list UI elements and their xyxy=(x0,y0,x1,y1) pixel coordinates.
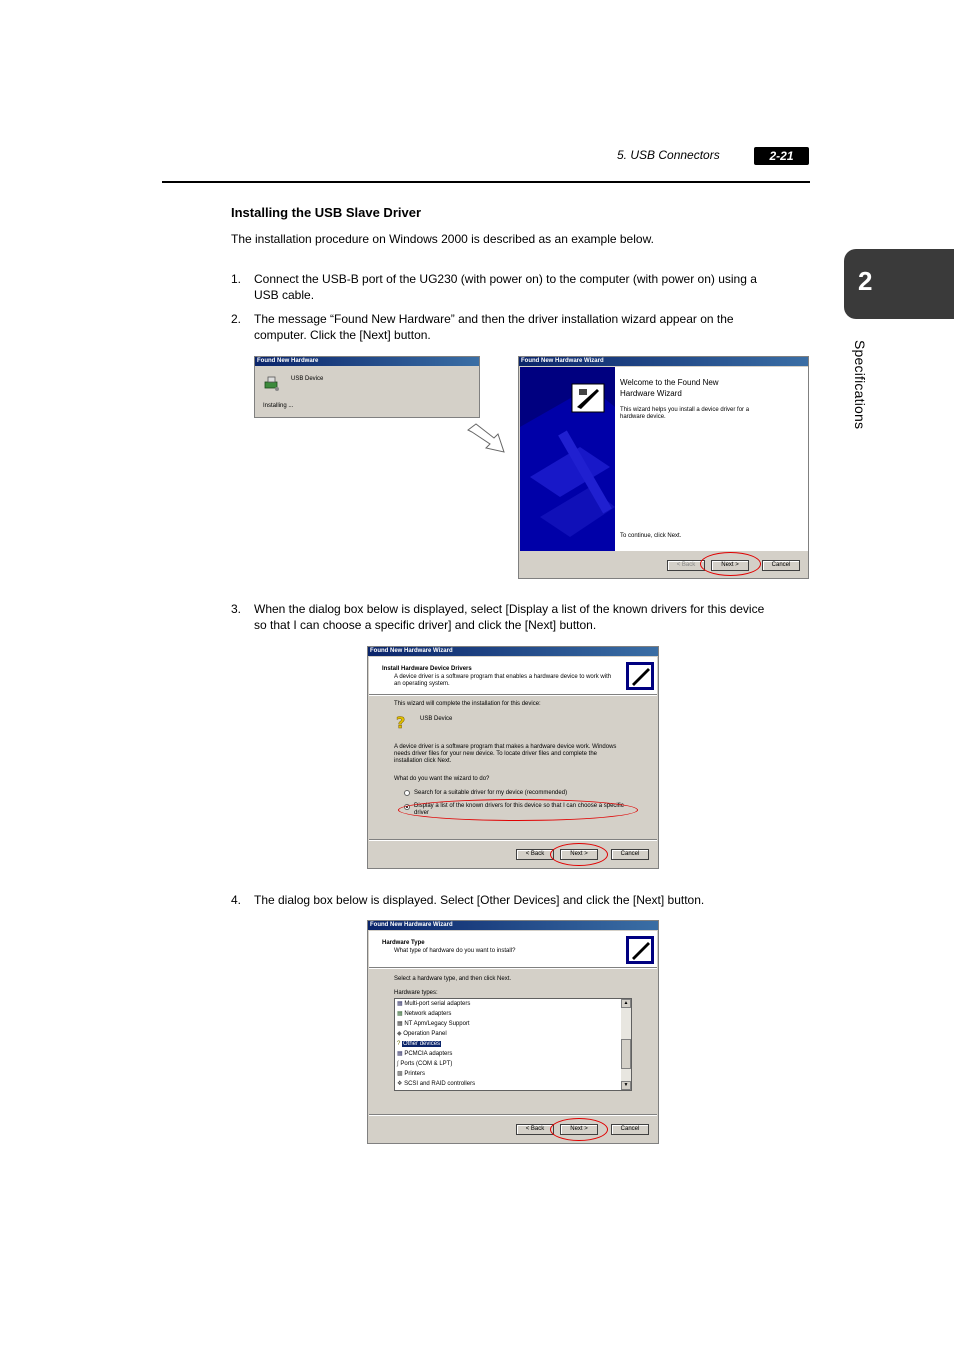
next-button[interactable]: Next > xyxy=(711,560,749,571)
hardware-wizard-icon xyxy=(571,383,605,413)
section-title: 5. USB Connectors xyxy=(617,148,720,162)
device-name: USB Device xyxy=(420,716,453,722)
list-item[interactable]: ◆ Operation Panel xyxy=(397,1031,447,1037)
install-drivers-dialog xyxy=(367,646,659,869)
step-text: When the dialog box below is displayed, select [Display a list of the known drivers for this device xyxy=(254,602,765,616)
step-text: The message “Found New Hardware” and then the driver installation wizard appear on the xyxy=(254,312,734,326)
wizard-heading: Hardware Type xyxy=(382,940,425,946)
dialog-titlebar: Found New Hardware Wizard xyxy=(368,647,658,656)
unknown-device-icon xyxy=(394,713,410,731)
list-item[interactable]: ▦ PCMCIA adapters xyxy=(397,1051,453,1057)
separator xyxy=(369,1114,657,1116)
list-item[interactable]: ▦ NT Apm/Legacy Support xyxy=(397,1021,470,1027)
next-button[interactable]: Next > xyxy=(560,1124,598,1135)
step-number: 2. xyxy=(231,312,242,326)
list-item[interactable]: ❖ SCSI and RAID controllers xyxy=(397,1081,476,1087)
found-new-hardware-dialog xyxy=(254,356,480,418)
hardware-types-list[interactable] xyxy=(394,998,632,1091)
step-text: The dialog box below is displayed. Select [Other Devices] and click the [Next] button. xyxy=(254,893,705,907)
chapter-label: Specifications xyxy=(852,340,868,430)
install-status: Installing ... xyxy=(263,403,294,409)
scroll-down-icon[interactable]: ▼ xyxy=(621,1081,631,1090)
step-text: computer. Click the [Next] button. xyxy=(254,328,431,342)
scroll-thumb[interactable] xyxy=(621,1039,631,1069)
wizard-text: needs driver files for your new device. To locate driver files and complete the xyxy=(394,751,597,757)
wizard-text: Select a hardware type, and then click Next. xyxy=(394,976,512,982)
list-item[interactable]: ▦ Multi-port serial adapters xyxy=(397,1001,471,1007)
option-display-list-label: driver xyxy=(414,810,430,816)
step-text: Connect the USB-B port of the UG230 (with power on) to the computer (with power on) using a xyxy=(254,272,757,286)
usb-device-icon xyxy=(263,374,281,392)
dialog-titlebar: Found New Hardware xyxy=(255,357,479,366)
intro-text: The installation procedure on Windows 2000 is described as an example below. xyxy=(231,232,654,246)
step-number: 3. xyxy=(231,602,242,616)
wizard-text: installation click Next. xyxy=(394,758,452,764)
svg-text:?: ? xyxy=(396,713,406,731)
welcome-wizard-dialog xyxy=(518,356,809,579)
wizard-question: What do you want the wizard to do? xyxy=(394,776,490,782)
step-text: USB cable. xyxy=(254,288,315,302)
next-button[interactable]: Next > xyxy=(560,849,598,860)
device-name: USB Device xyxy=(291,376,324,382)
list-item[interactable]: ▩ Printers xyxy=(397,1071,426,1077)
cancel-button[interactable]: Cancel xyxy=(611,849,649,860)
separator xyxy=(369,839,657,841)
wizard-subheading: What type of hardware do you want to install? xyxy=(394,948,516,954)
welcome-desc: This wizard helps you install a device driver for a xyxy=(620,407,750,413)
separator xyxy=(369,967,657,969)
step-number: 1. xyxy=(231,272,242,286)
chapter-number: 2 xyxy=(858,266,873,296)
hardware-wizard-icon xyxy=(626,936,654,964)
wizard-text: This wizard will complete the installation for this device: xyxy=(394,701,541,707)
cancel-button[interactable]: Cancel xyxy=(762,560,800,571)
list-label: Hardware types: xyxy=(394,990,438,996)
radio-search[interactable] xyxy=(404,790,410,796)
back-button[interactable]: < Back xyxy=(516,849,554,860)
highlight-circle xyxy=(398,799,638,821)
highlight-circle xyxy=(550,843,608,866)
back-button[interactable]: < Back xyxy=(667,560,705,571)
scroll-up-icon[interactable]: ▲ xyxy=(621,999,631,1008)
wizard-heading: Install Hardware Device Drivers xyxy=(382,666,472,672)
cancel-button[interactable]: Cancel xyxy=(611,1124,649,1135)
highlight-circle xyxy=(700,552,761,576)
scrollbar[interactable] xyxy=(621,999,631,1090)
arrow-icon xyxy=(466,422,508,459)
welcome-heading: Hardware Wizard xyxy=(620,389,682,398)
welcome-desc: hardware device. xyxy=(620,414,666,420)
list-item[interactable]: ▦ Network adapters xyxy=(397,1011,452,1017)
highlight-circle xyxy=(550,1118,608,1141)
continue-text: To continue, click Next. xyxy=(620,533,682,539)
option-search-label: Search for a suitable driver for my device (recommended) xyxy=(414,790,568,796)
list-item-selected[interactable]: ? Other devices xyxy=(397,1041,441,1047)
back-button[interactable]: < Back xyxy=(516,1124,554,1135)
list-item[interactable]: ∫ Ports (COM & LPT) xyxy=(397,1061,453,1067)
step-number: 4. xyxy=(231,893,242,907)
page-heading: Installing the USB Slave Driver xyxy=(231,205,422,220)
dialog-titlebar: Found New Hardware Wizard xyxy=(519,357,808,366)
hardware-wizard-icon xyxy=(626,662,654,690)
dialog-titlebar: Found New Hardware Wizard xyxy=(368,921,658,930)
hardware-type-dialog xyxy=(367,920,659,1144)
page-number: 2-21 xyxy=(754,147,809,165)
wizard-subheading: A device driver is a software program that enables a hardware device to work with xyxy=(394,674,612,680)
welcome-heading: Welcome to the Found New xyxy=(620,378,719,387)
header-rule xyxy=(162,181,810,183)
option-display-list-label: Display a list of the known drivers for this device so that I can choose a specific xyxy=(414,803,624,809)
wizard-text: A device driver is a software program that makes a hardware device work. Windows xyxy=(394,744,617,750)
step-text: so that I can choose a specific driver] and click the [Next] button. xyxy=(254,618,597,632)
separator xyxy=(369,694,657,696)
wizard-subheading: an operating system. xyxy=(394,681,450,687)
